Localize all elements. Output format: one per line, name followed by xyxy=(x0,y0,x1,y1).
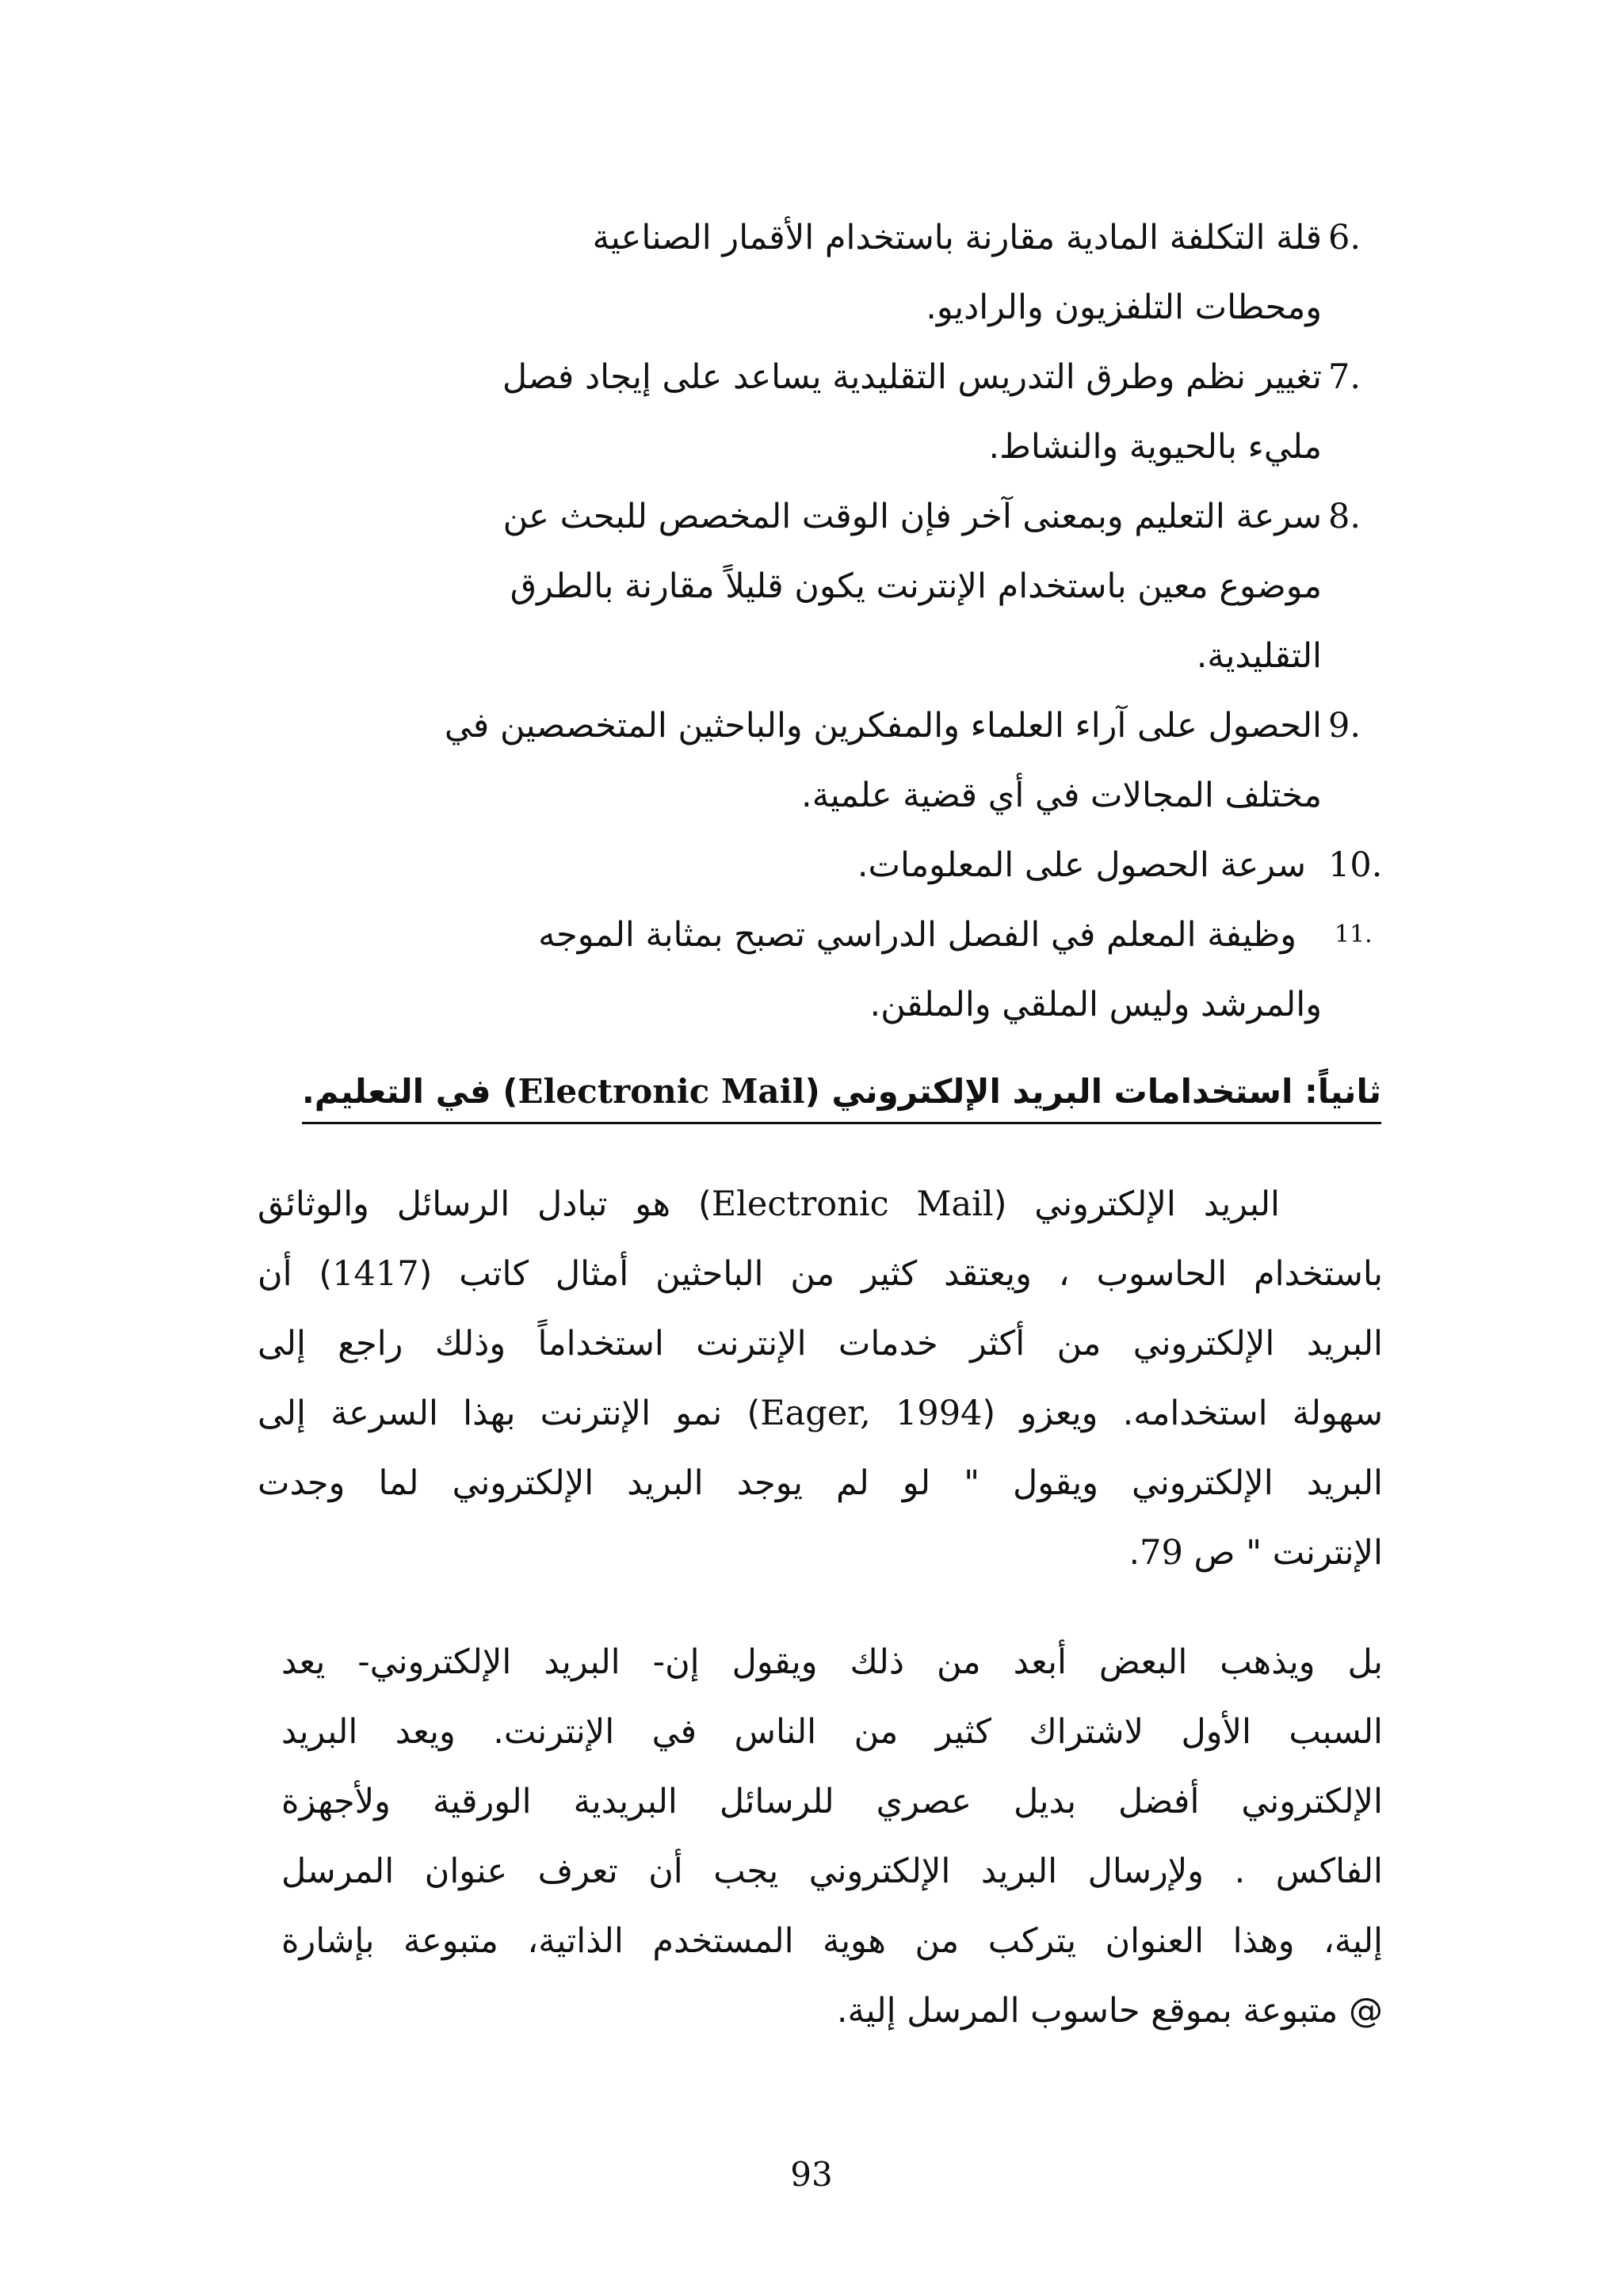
list-number: 11. xyxy=(1335,921,1373,948)
list-item-line: سرعة التعليم وبمعنى آخر فإن الوقت المخصص للبحث عن xyxy=(502,497,1322,536)
list-number: 7. xyxy=(1328,357,1361,397)
list-item xyxy=(538,900,1322,1039)
paragraph-line xyxy=(258,1518,1383,1588)
list-item-line: مختلف المجالات في أي قضية علمية. xyxy=(801,776,1322,815)
paragraph-line: الفاكس . ولإرسال البريد الإلكتروني يجب أن تعرف عنوان المرسل xyxy=(281,1852,1383,1891)
section-heading-latin: Electronic Mail xyxy=(517,1072,805,1111)
list-item xyxy=(593,203,1322,342)
text-run: سهولة استخدامه. ويعزو ( xyxy=(982,1394,1384,1433)
paragraph-line: البريد الإلكتروني من أكثر خدمات الإنترنت استخداماً وذلك راجع إلى xyxy=(258,1324,1383,1363)
list-item-line: التقليدية. xyxy=(1196,636,1322,676)
list-number: 6. xyxy=(1328,218,1361,257)
list-number: 8. xyxy=(1328,497,1361,536)
paragraph-line: @ متبوعة بموقع حاسوب المرسل إلية. xyxy=(836,1991,1383,2031)
text-run: . xyxy=(1128,1533,1140,1573)
text-run: ) أن xyxy=(258,1254,333,1294)
text-run-latin: 79 xyxy=(1140,1533,1183,1573)
text-run: باستخدام الحاسوب ، ويعتقد كثير من الباحثين أمثال كاتب ( xyxy=(418,1254,1383,1294)
paragraph-line: الإلكتروني أفضل بديل عصري للرسائل البريدية الورقية ولأجهزة xyxy=(281,1782,1383,1821)
section-heading-text: ثانياً: استخدامات البريد الإلكتروني ( xyxy=(804,1072,1381,1111)
list-item xyxy=(857,830,1306,900)
list-item-line: سرعة الحصول على المعلومات. xyxy=(857,845,1306,885)
list-item-line: الحصول على آراء العلماء والمفكرين والباحثين المتخصصين في xyxy=(444,706,1322,746)
list-item-line: وظيفة المعلم في الفصل الدراسي تصبح بمثابة الموجه xyxy=(538,915,1296,955)
list-item-line: مليء بالحيوية والنشاط. xyxy=(988,427,1322,467)
text-run: ) هو تبادل الرسائل والوثائق xyxy=(258,1184,712,1224)
list-number: 9. xyxy=(1328,706,1361,746)
list-item-line: ومحطات التلفزيون والراديو. xyxy=(926,288,1322,327)
page-number: 93 xyxy=(790,2155,833,2194)
list-item xyxy=(445,691,1322,830)
list-item xyxy=(503,482,1322,691)
paragraph-line xyxy=(258,1169,1383,1239)
list-item-line: والمرشد وليس الملقي والملقن. xyxy=(869,985,1322,1024)
paragraph-line xyxy=(258,1239,1383,1309)
text-run-latin: Electronic Mail xyxy=(711,1184,994,1224)
list-item-line: تغيير نظم وطرق التدريس التقليدية يساعد على إيجاد فصل xyxy=(502,357,1322,397)
section-heading xyxy=(302,1063,1381,1124)
paragraph-line xyxy=(258,1379,1383,1448)
paragraph xyxy=(258,1169,1383,1588)
text-run: ) نمو الإنترنت بهذا السرعة إلى xyxy=(258,1394,761,1433)
paragraph-line: السبب الأول لاشتراك كثير من الناس في الإنترنت. ويعد البريد xyxy=(281,1712,1383,1752)
section-heading-text: ) في التعليم. xyxy=(301,1072,518,1111)
list-number: 10. xyxy=(1328,845,1383,885)
paragraph-line: البريد الإلكتروني ويقول " لو لم يوجد البريد الإلكتروني لما وجدت xyxy=(258,1463,1383,1503)
paragraph-line: بل ويذهب البعض أبعد من ذلك ويقول إن- البريد الإلكتروني- يعد xyxy=(281,1642,1383,1682)
list-item-line: قلة التكلفة المادية مقارنة باستخدام الأقمار الصناعية xyxy=(592,218,1322,257)
text-run-latin: Eager, 1994 xyxy=(760,1394,983,1433)
text-run-latin: 1417 xyxy=(332,1254,419,1294)
paragraph-line: إلية، وهذا العنوان يتركب من هوية المستخدم الذاتية، متبوعة بإشارة xyxy=(281,1921,1383,1961)
text-run: البريد الإلكتروني ( xyxy=(993,1184,1280,1224)
list-item xyxy=(502,342,1322,482)
list-item-line: موضوع معين باستخدام الإنترنت يكون قليلاً مقارنة بالطرق xyxy=(510,566,1322,606)
text-run: الإنترنت " ص xyxy=(1182,1533,1383,1573)
paragraph xyxy=(281,1627,1383,2046)
